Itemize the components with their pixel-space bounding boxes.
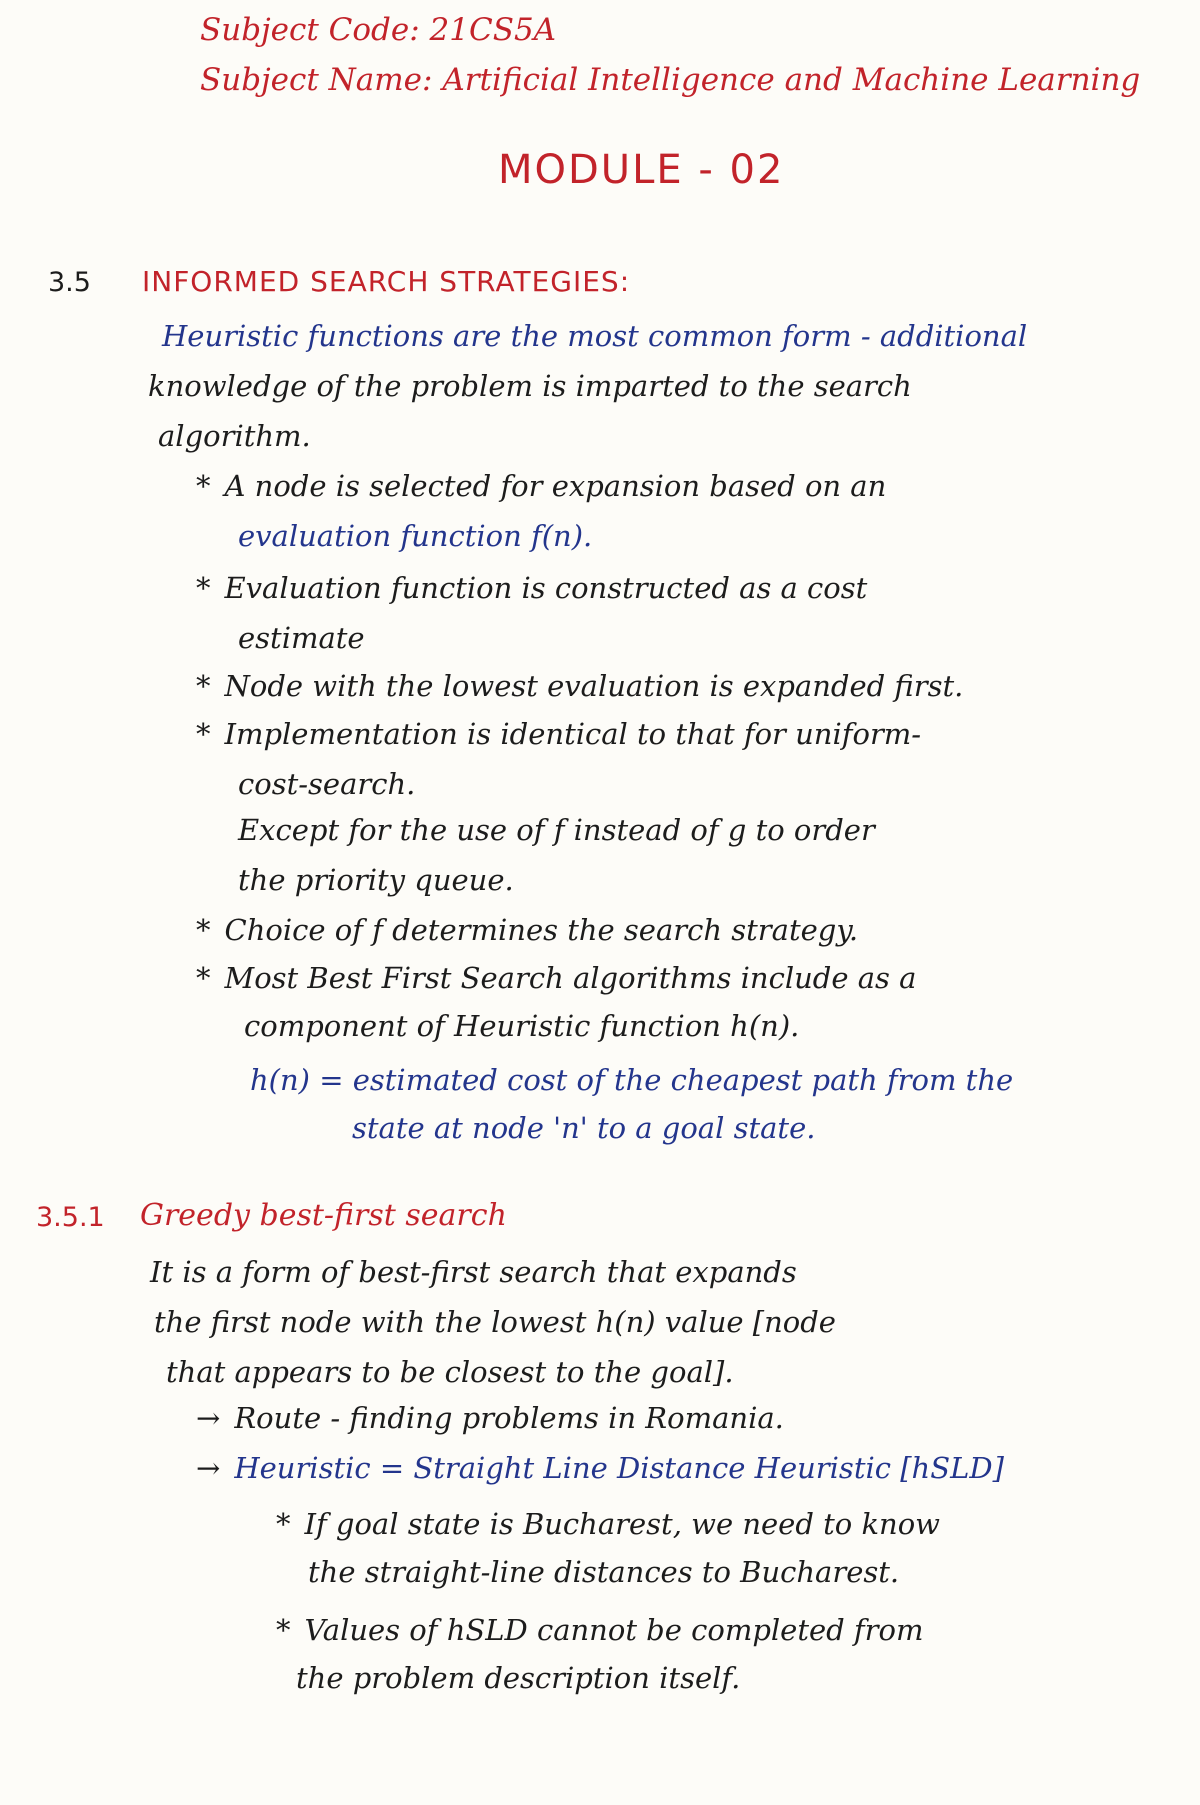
asterisk-icon: * <box>276 1507 291 1541</box>
body-line: the first node with the lowest h(n) value [node <box>154 1305 836 1339</box>
bullet-text: evaluation function f(n). <box>238 519 593 553</box>
arrow-right-icon: → <box>196 1401 221 1435</box>
bullet-text: Values of hSLD cannot be completed from <box>304 1613 924 1647</box>
definition-line: h(n) = estimated cost of the cheapest path from the <box>250 1063 1014 1097</box>
arrow-text: Heuristic = Straight Line Distance Heuristic [hSLD] <box>234 1451 1004 1485</box>
except-line: Except for the use of f instead of g to order <box>238 813 875 847</box>
intro-line: algorithm. <box>158 419 311 453</box>
arrow-item <box>196 1450 1004 1486</box>
asterisk-icon: * <box>196 913 211 947</box>
body-line: It is a form of best-first search that expands <box>150 1255 797 1289</box>
asterisk-icon: * <box>196 961 211 995</box>
bullet-text: the straight-line distances to Bucharest. <box>308 1555 900 1589</box>
arrow-right-icon: → <box>196 1451 221 1485</box>
bullet-text: Implementation is identical to that for uniform- <box>224 717 922 751</box>
bullet-item <box>196 668 963 704</box>
asterisk-icon: * <box>196 571 211 605</box>
bullet-text: If goal state is Bucharest, we need to know <box>304 1507 940 1541</box>
body-line: that appears to be closest to the goal]. <box>166 1355 734 1389</box>
bullet-text: Choice of f determines the search strategy. <box>224 913 859 947</box>
asterisk-icon: * <box>276 1613 291 1647</box>
bullet-item <box>196 716 921 752</box>
asterisk-icon: * <box>196 469 211 503</box>
sub-bullet-item <box>276 1612 923 1648</box>
asterisk-icon: * <box>196 717 211 751</box>
intro-line: knowledge of the problem is imparted to the search <box>148 369 912 403</box>
bullet-text: Evaluation function is constructed as a cost <box>224 571 868 605</box>
definition-line: state at node 'n' to a goal state. <box>352 1111 816 1145</box>
section-title: INFORMED SEARCH STRATEGIES: <box>142 265 631 298</box>
bullet-text: component of Heuristic function h(n). <box>244 1009 800 1043</box>
module-title: MODULE - 02 <box>498 147 785 193</box>
bullet-item <box>196 912 858 948</box>
bullet-item <box>196 468 886 504</box>
bullet-text: Most Best First Search algorithms include as a <box>224 961 917 995</box>
bullet-item <box>196 960 916 996</box>
bullet-text: estimate <box>238 621 365 655</box>
section-number: 3.5 <box>48 267 91 298</box>
subsection-title: Greedy best-first search <box>140 1198 507 1233</box>
arrow-item <box>196 1400 784 1436</box>
subject-code: Subject Code: 21CS5A <box>200 12 557 48</box>
bullet-text: the problem description itself. <box>296 1661 741 1695</box>
arrow-text: Route - finding problems in Romania. <box>234 1401 784 1435</box>
bullet-item <box>196 570 867 606</box>
bullet-text: cost-search. <box>238 767 416 801</box>
bullet-text: A node is selected for expansion based on an <box>224 469 887 503</box>
subject-name: Subject Name: Artificial Intelligence and Machine Learning <box>200 62 1141 98</box>
except-line: the priority queue. <box>238 863 514 897</box>
asterisk-icon: * <box>196 669 211 703</box>
subsection-number: 3.5.1 <box>36 1202 105 1233</box>
intro-line: Heuristic functions are the most common form - additional <box>162 319 1028 353</box>
bullet-text: Node with the lowest evaluation is expanded first. <box>224 669 964 703</box>
sub-bullet-item <box>276 1506 940 1542</box>
